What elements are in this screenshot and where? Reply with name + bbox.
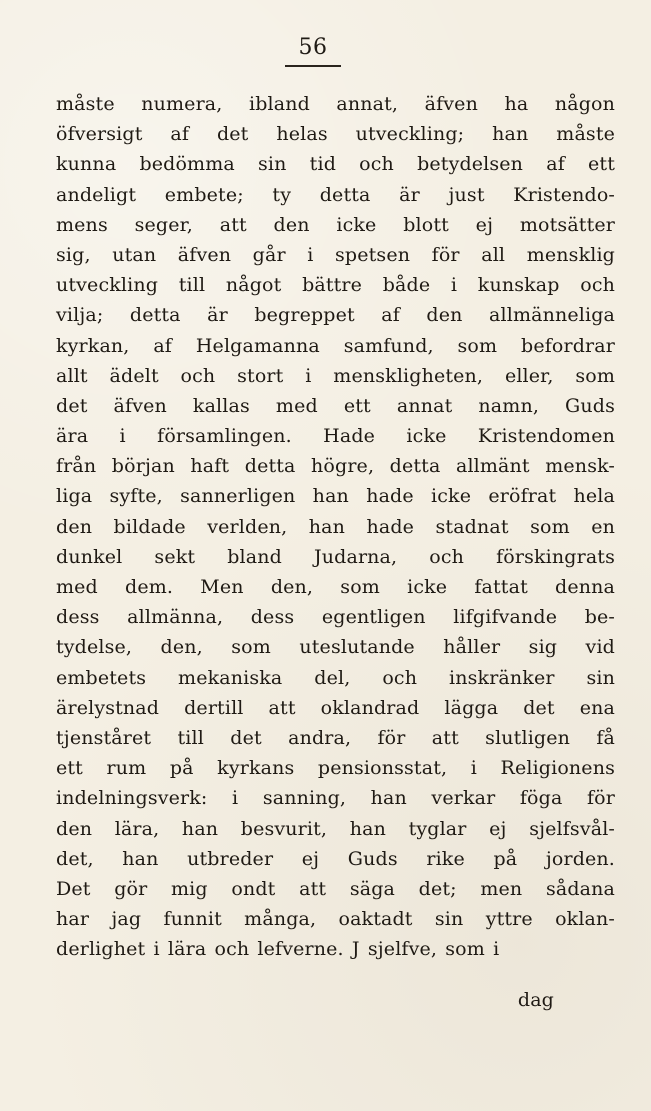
text-line: Det gör mig ondt att säga det; men sådana — [56, 877, 615, 900]
text-line: embetets mekaniska del, och inskränker sin — [56, 666, 615, 689]
catchword: dag — [517, 989, 554, 1011]
text-line: det äfven kallas med ett annat namn, Guds — [56, 394, 615, 417]
text-line: tjenståret till det andra, för att slutligen få — [56, 726, 615, 749]
text-line: liga syfte, sannerligen han hade icke eröfrat hela — [56, 485, 615, 508]
text-line: tydelse, den, som uteslutande håller sig vid — [56, 636, 615, 659]
body-text — [56, 89, 615, 964]
text-line: öfversigt af det helas utveckling; han måste — [56, 123, 615, 146]
text-line: det, han utbreder ej Guds rike på jorden. — [56, 847, 615, 870]
page-header — [285, 36, 341, 67]
text-line: måste numera, ibland annat, äfven ha någon — [56, 93, 615, 115]
text-line: indelningsverk: i sanning, han verkar föga för — [56, 787, 615, 810]
header-rule — [285, 65, 341, 67]
text-line: allt ädelt och stort i menskligheten, eller, som — [56, 364, 615, 387]
text-line: andeligt embete; ty detta är just Kristendo- — [56, 183, 615, 206]
text-line: utveckling till något bättre både i kunskap och — [56, 274, 615, 297]
text-line: derlighet i lära och lefverne. J sjelfve, som i — [56, 938, 500, 961]
text-line: mens seger, att den icke blott ej motsätter — [56, 213, 615, 236]
text-line: den lära, han besvurit, han tyglar ej sjelfsvål- — [56, 817, 615, 840]
text-line: den bildade verlden, han hade stadnat som en — [56, 515, 615, 538]
text-line: med dem. Men den, som icke fattat denna — [56, 576, 615, 598]
text-line: ett rum på kyrkans pensionsstat, i Religionens — [56, 757, 615, 780]
text-line: kunna bedömma sin tid och betydelsen af ett — [56, 153, 615, 176]
text-line: ärelystnad dertill att oklandrad lägga det ena — [56, 696, 615, 719]
text-line: sig, utan äfven går i spetsen för all mensklig — [56, 243, 615, 266]
text-line: vilja; detta är begreppet af den allmänneliga — [56, 304, 615, 327]
text-line: har jag funnit många, oaktadt sin yttre oklan- — [56, 908, 615, 931]
text-line: dess allmänna, dess egentligen lifgifvande be- — [56, 606, 615, 629]
text-line: från början haft detta högre, detta allmänt mensk- — [56, 455, 615, 478]
text-line: ära i församlingen. Hade icke Kristendomen — [56, 425, 615, 448]
text-line: kyrkan, af Helgamanna samfund, som befordrar — [56, 334, 615, 357]
text-line: dunkel sekt bland Judarna, och förskingrats — [56, 545, 615, 568]
page-number: 56 — [298, 35, 328, 60]
